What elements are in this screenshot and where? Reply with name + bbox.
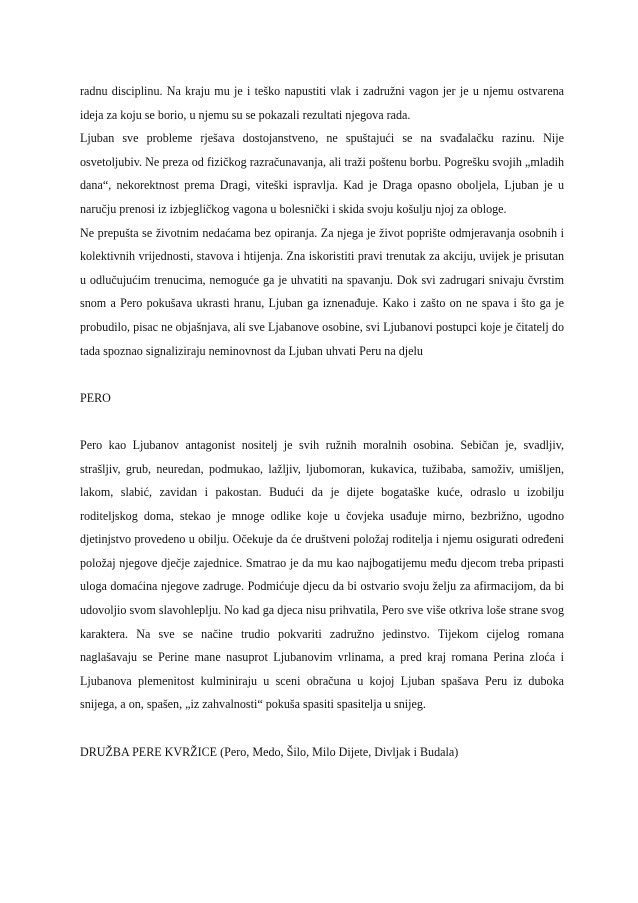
paragraph-pero: Pero kao Ljubanov antagonist nositelj je svih ružnih moralnih osobina. Sebičan je, svadljiv, strašljiv, grub, neuredan, podmukao, lažljiv, ljubomoran, kukavica, tužibaba, samoživ, umišljen, lakom, slabić, zavidan i pakostan. Budući da je dijete bogataške kuće, odraslo u izobilju roditeljskog doma, stekao je mnoge odlike koje u čovjeka usađuje mirno, bezbrižno, ugodno djetinjstvo provedeno u obilju. Očekuje da će društveni položaj roditelja i njemu osigurati određeni položaj njegove dječje zajednice. Smatrao je da mu kao najbogatijemu među djecom treba pripasti uloga domaćina njegove zadruge. Podmićuje djecu da bi ostvario svoju želju za afirmacijom, da bi udovoljio svom slavohleplju. No kad ga djeca nisu prihvatila, Pero sve više otkriva loše strane svog karaktera. Na sve se načine trudio pokvariti zadružno jedinstvo. Tijekom cijelog romana naglašavaju se Perine mane nasuprot Ljubanovim vrlinama, a pred kraj romana Perina zloća i Ljubanova plemenitost kulminiraju u sceni obračuna u kojoj Ljuban spašava Peru iz duboka snijega, a on, spašen, „iz zahvalnosti“ pokuša spasiti spasitelja u snijeg.: [80, 437, 564, 712]
paragraph-ljuban-problems: Ljuban sve probleme rješava dostojanstveno, ne spuštajući se na svađalačku razinu. Nije osvetoljubiv. Ne preza od fizičkog razračunavanja, ali traži poštenu borbu. Pogrešku svojih „mladih dana“, nekorektnost prema Dragi, viteški ispravlja. Kad je Draga opasno oboljela, Ljuban je u naručju prenosi iz izbjegličkog vagona u bolesnički i skida svoju košulju njoj za obloge.: [80, 131, 564, 216]
section-heading-druzba: DRUŽBA PERE KVRŽICE (Pero, Medo, Šilo, Milo Dijete, Divljak i Budala): [80, 744, 459, 759]
paragraph-discipline: radnu disciplinu. Na kraju mu je i teško napustiti vlak i zadružni vagon jer je u njemu ostvarena ideja za koju se borio, u njemu su se pokazali rezultati njegova rada.: [80, 84, 564, 122]
spacer: [80, 717, 564, 741]
spacer: [80, 363, 564, 387]
paragraph-ljuban-life: Ne prepušta se životnim nedaćama bez opiranja. Za njega je život poprište odmjeravanja osobnih i kolektivnih vrijednosti, stavova i htijenja. Zna iskoristiti pravi trenutak za akciju, uvijek je prisutan u odlučujućim trenucima, nemoguće ga je uhvatiti na spavanju. Dok svi zadrugari snivaju čvrstim snom a Pero pokušava ukrasti hranu, Ljuban ga iznenađuje. Kako i zašto on ne spava i što ga je probudilo, pisac ne objašnjava, ali sve Ljabanove osobine, svi Ljubanovi postupci koje je čitatelj do tada spoznao signaliziraju neminovnost da Ljuban uhvati Peru na djelu: [80, 225, 564, 358]
spacer: [80, 410, 564, 434]
section-heading-pero: PERO: [80, 390, 111, 405]
